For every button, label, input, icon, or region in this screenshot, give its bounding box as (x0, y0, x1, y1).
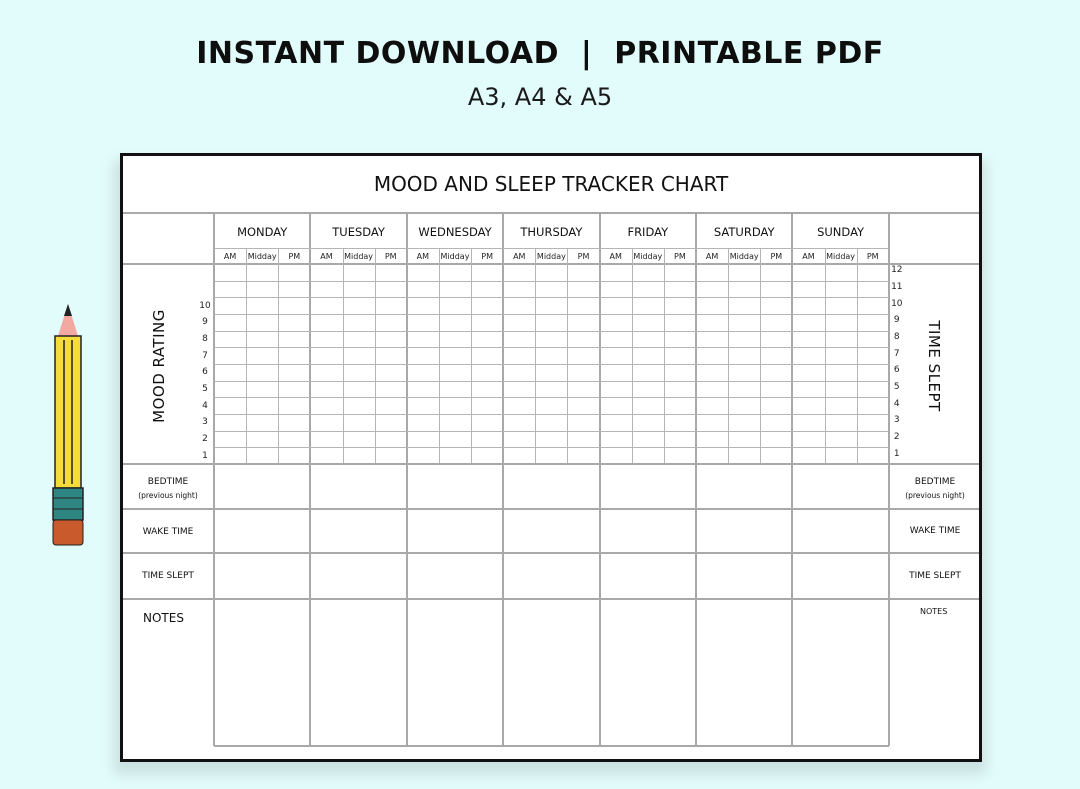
mood-row-line (214, 414, 889, 415)
mood-row-line (214, 397, 889, 398)
bedtime-note-right: (previous night) (905, 491, 965, 500)
mood-scale-number: 10 (199, 300, 211, 311)
time-slot-label: PM (674, 251, 686, 261)
wake-time-label-left: WAKE TIME (142, 527, 194, 537)
mood-scale-number: 8 (202, 334, 208, 344)
bedtime-label-right (890, 476, 980, 502)
time-slot-label: AM (320, 251, 333, 261)
mood-row-line (214, 447, 889, 448)
sleep-scale-number: 5 (893, 382, 900, 392)
day-header-wednesday: WEDNESDAY (418, 225, 492, 239)
time-slept-label-left: TIME SLEPT (142, 571, 194, 581)
time-slot-label: AM (609, 251, 622, 261)
mood-row-line (214, 347, 889, 348)
mood-section-top-line (123, 263, 979, 265)
notes-label-right: NOTES (920, 607, 948, 616)
mood-scale-number: 9 (202, 317, 208, 328)
sleep-scale-number: 11 (891, 282, 903, 292)
mood-scale-number: 2 (202, 434, 208, 444)
day-column-divider (502, 213, 504, 746)
time-slot-label: PM (770, 251, 783, 261)
time-slot-label: AM (705, 251, 719, 261)
mood-scale-number: 7 (202, 350, 208, 361)
time-slot-label: Midday (729, 251, 759, 261)
sleep-scale-number: 8 (893, 332, 900, 342)
section-row-line (123, 598, 979, 600)
mood-scale-number: 5 (202, 384, 208, 394)
time-slot-label: Midday (440, 251, 470, 261)
section-row-line (123, 463, 979, 465)
sleep-scale-number: 6 (893, 365, 900, 376)
day-header-monday: MONDAY (237, 225, 288, 239)
time-slept-axis-label: TIME SLEPT (925, 320, 943, 412)
day-header-friday: FRIDAY (627, 225, 669, 239)
wake-time-label-right: WAKE TIME (909, 526, 961, 536)
time-slot-label: AM (513, 251, 526, 261)
notes-label-left: NOTES (143, 611, 184, 625)
mood-row-line (214, 381, 889, 382)
section-row-line (123, 552, 979, 554)
bedtime-note: (previous night) (138, 491, 198, 500)
time-slot-label: Midday (536, 251, 566, 261)
mood-rating-axis-label: MOOD RATING (150, 309, 168, 423)
sleep-scale-number: 10 (891, 298, 903, 309)
mood-scale-number: 1 (202, 450, 208, 461)
bedtime-label-left (123, 476, 213, 502)
time-slot-label: Midday (633, 251, 663, 261)
time-slot-label: PM (384, 251, 397, 261)
headline-title: INSTANT DOWNLOAD | PRINTABLE PDF (196, 36, 884, 71)
sleep-scale-number: 2 (893, 432, 900, 442)
mood-scale-number: 4 (202, 400, 208, 411)
sleep-scale-number: 4 (893, 398, 900, 409)
pencil-icon (46, 302, 90, 552)
day-header-saturday: SATURDAY (713, 225, 775, 239)
time-slot-label: PM (288, 251, 301, 261)
grid-bottom-line (214, 745, 889, 747)
mood-scale-number: 6 (202, 367, 208, 378)
day-header-sunday: SUNDAY (817, 225, 865, 239)
mood-row-line (214, 281, 889, 282)
time-slot-label: AM (802, 251, 815, 261)
time-slot-label: AM (416, 251, 430, 261)
time-slot-label: Midday (344, 251, 374, 261)
section-row-line (123, 508, 979, 510)
time-slept-label-right: TIME SLEPT (909, 571, 961, 581)
day-header-thursday: THURSDAY (520, 225, 583, 239)
chart-title: MOOD AND SLEEP TRACKER CHART (123, 156, 979, 214)
mood-row-line (214, 364, 889, 365)
bedtime-text: BEDTIME (147, 477, 189, 487)
time-slot-label: AM (223, 251, 237, 261)
mood-row-line (214, 431, 889, 432)
bedtime-text-right: BEDTIME (914, 477, 956, 487)
day-header-tuesday: TUESDAY (332, 225, 385, 239)
time-slot-label: PM (577, 251, 590, 261)
day-column-divider (406, 213, 408, 746)
sleep-scale-number: 12 (891, 265, 903, 276)
day-column-divider (791, 213, 793, 746)
sleep-scale-number: 9 (893, 315, 900, 326)
mood-row-line (214, 297, 889, 298)
mood-row-line (214, 314, 889, 315)
sleep-scale-number: 1 (893, 448, 900, 459)
time-slot-label: PM (481, 251, 493, 261)
sleep-scale-number: 7 (893, 348, 900, 359)
tracker-sheet (120, 153, 982, 762)
day-column-divider (213, 213, 215, 746)
headline-subtitle: A3, A4 & A5 (467, 83, 613, 111)
sleep-scale-number: 3 (893, 415, 900, 426)
time-slot-label: PM (866, 251, 879, 261)
day-column-divider (695, 213, 697, 746)
mood-scale-number: 3 (202, 417, 208, 428)
time-slot-label: Midday (826, 251, 856, 261)
time-slot-label: Midday (247, 251, 277, 261)
day-column-divider (309, 213, 311, 746)
day-column-divider (599, 213, 601, 746)
mood-row-line (214, 331, 889, 332)
